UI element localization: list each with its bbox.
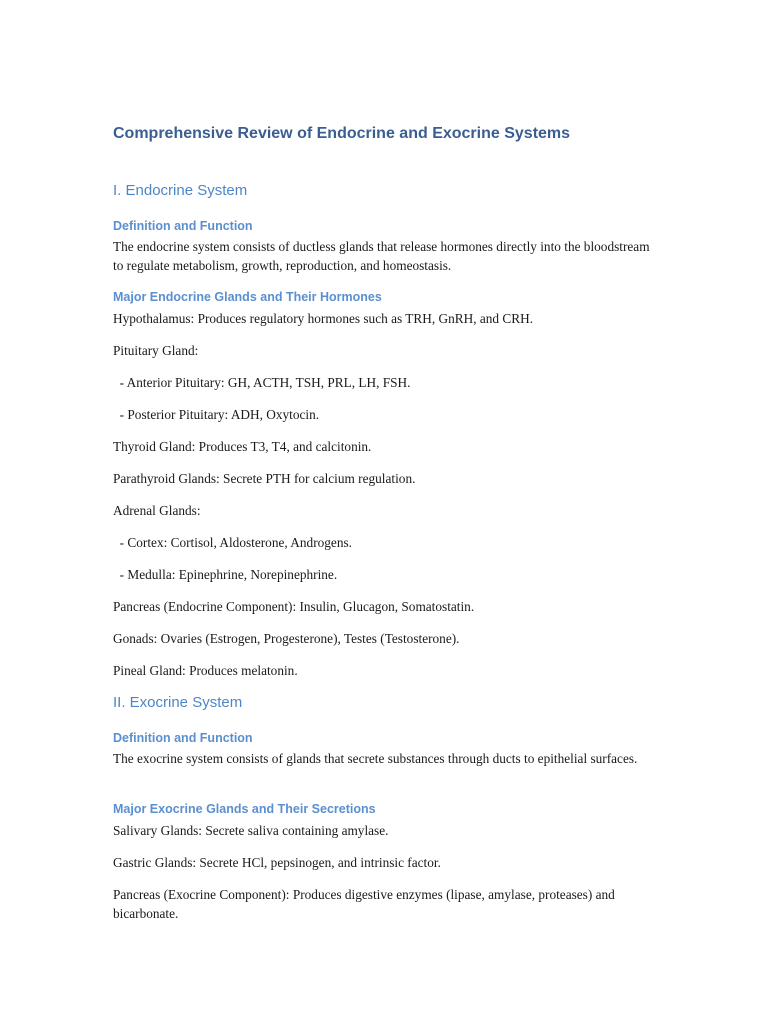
paragraph-pineal: Pineal Gland: Produces melatonin. <box>113 663 298 678</box>
paragraph-salivary: Salivary Glands: Secrete saliva containing amylase. <box>113 823 389 838</box>
section-heading-endocrine: I. Endocrine System <box>113 182 248 199</box>
paragraph-pancreas-endocrine: Pancreas (Endocrine Component): Insulin, Glucagon, Somatostatin. <box>113 599 475 614</box>
paragraph-pancreas-exocrine: Pancreas (Exocrine Component): Produces digestive enzymes (lipase, amylase, proteases) and bicarbonate. <box>113 887 619 921</box>
paragraph-pituitary: Pituitary Gland: <box>113 343 199 358</box>
paragraph-posterior-pituitary: - Posterior Pituitary: ADH, Oxytocin. <box>113 407 320 422</box>
paragraph-adrenal-medulla: - Medulla: Epinephrine, Norepinephrine. <box>113 567 338 582</box>
subsection-heading-exocrine-definition: Definition and Function <box>113 731 253 745</box>
subsection-heading-endocrine-glands: Major Endocrine Glands and Their Hormones <box>113 290 382 304</box>
document-page <box>113 0 653 1024</box>
subsection-heading-exocrine-glands: Major Exocrine Glands and Their Secretions <box>113 802 376 816</box>
paragraph-hypothalamus: Hypothalamus: Produces regulatory hormones such as TRH, GnRH, and CRH. <box>113 311 534 326</box>
paragraph-exocrine-definition: The exocrine system consists of glands that secrete substances through ducts to epithelial surfaces. <box>113 751 638 766</box>
paragraph-adrenal: Adrenal Glands: <box>113 503 201 518</box>
paragraph-endocrine-definition: The endocrine system consists of ductless glands that release hormones directly into the bloodstream to regulate metabolism, growth, reproduction, and homeostasis. <box>113 239 653 273</box>
paragraph-gonads: Gonads: Ovaries (Estrogen, Progesterone), Testes (Testosterone). <box>113 631 460 646</box>
paragraph-adrenal-cortex: - Cortex: Cortisol, Aldosterone, Androgens. <box>113 535 352 550</box>
paragraph-parathyroid: Parathyroid Glands: Secrete PTH for calcium regulation. <box>113 471 416 486</box>
subsection-heading-endocrine-definition: Definition and Function <box>113 219 253 233</box>
paragraph-thyroid: Thyroid Gland: Produces T3, T4, and calcitonin. <box>113 439 372 454</box>
document-title: Comprehensive Review of Endocrine and Exocrine Systems <box>113 125 571 142</box>
paragraph-gastric: Gastric Glands: Secrete HCl, pepsinogen, and intrinsic factor. <box>113 855 441 870</box>
section-heading-exocrine: II. Exocrine System <box>113 694 243 711</box>
paragraph-anterior-pituitary: - Anterior Pituitary: GH, ACTH, TSH, PRL, LH, FSH. <box>113 375 411 390</box>
